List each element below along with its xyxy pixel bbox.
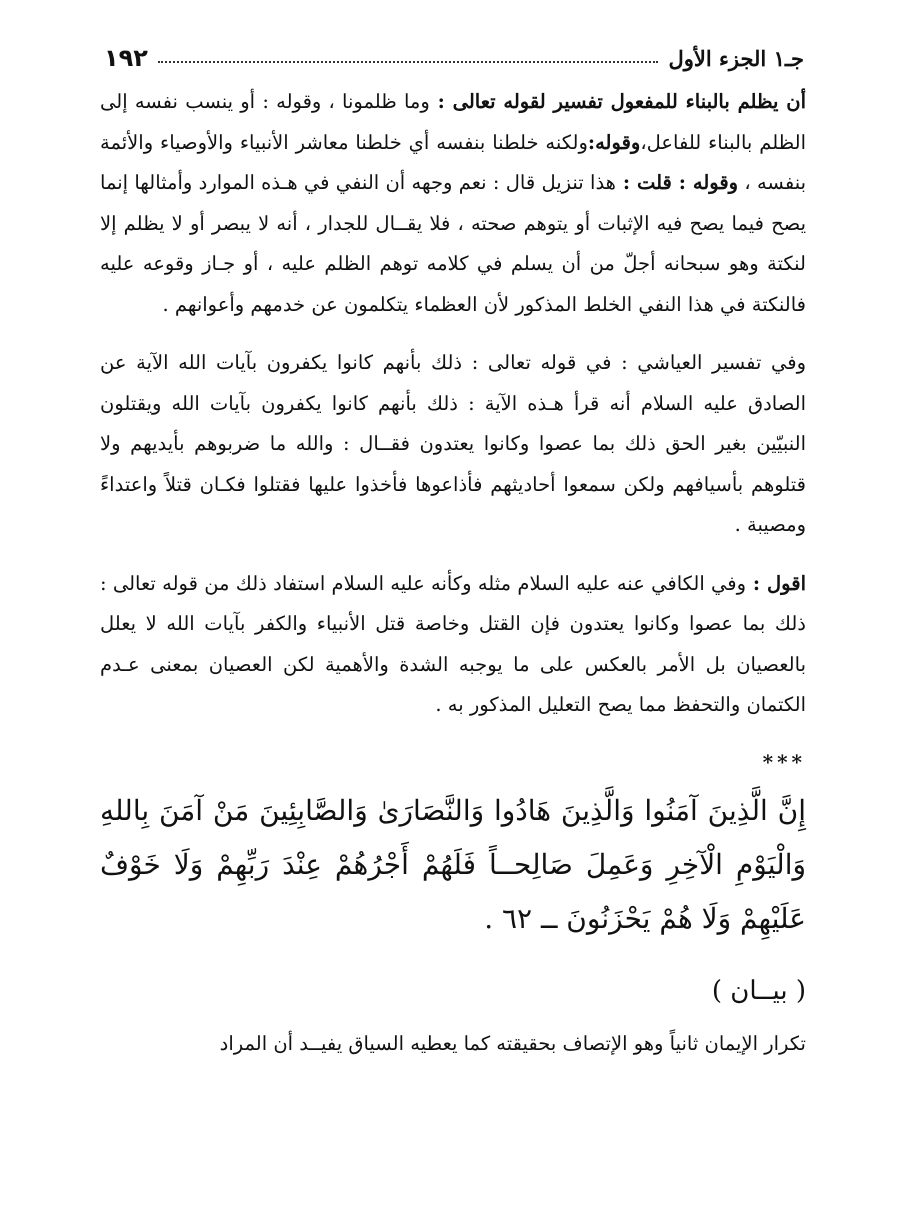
text-run: أو جـاز وقوعه عليه فالنكتة في هذا النفي الخلط المذكور لأن العظماء يتكلمون عن (100, 252, 806, 316)
header-dotted-leader (158, 61, 659, 63)
text-run: عن الصادق عليه السلام أنه قرأ هـذه الآية : ذلك بأنهم كانوا يكفرون بآيات الله ويقتلون (100, 351, 806, 415)
text-run: هذا تنزيل قال : نعم وجهه أن النفي في هـذه الموارد (198, 171, 616, 194)
text-run: والأئمة بنفسه ، (100, 130, 807, 194)
bold-phrase: أن يظلم بالبناء للمفعول تفسير لقوله تعالى : (429, 90, 806, 113)
text-run: يبصر أو لا يظلم إلا لنكتة وهو سبحانه أجلّ من أن يسلم في كلامه توهم الظلم عليه ، (100, 211, 806, 275)
text-run: بالعصيان بل الأمر بالعكس على ما يوجبه الشدة والأهمية لكن العصيان بمعنى عـدم (100, 652, 806, 676)
paragraph-commentary (100, 82, 806, 325)
page-number: ١٩٢ (104, 44, 148, 72)
text-run: قتلوهم بأسيافهم ولكن سمعوا أحاديثهم فأذاعوها فأخذوا عليها فقتلوا فكـان قتلاً (164, 472, 807, 496)
text-run: واعتداءً ومصيبة . (100, 472, 806, 536)
text-run: وفي تفسير العياشي : في قوله تعالى : ذلك بأنهم كانوا يكفرون بآيات الله الآية (136, 351, 806, 374)
running-title: جـ١ الجزء الأول (668, 45, 804, 71)
text-run: ذلك بما عصوا وكانوا يعتدون فإن القتل وخاصة قتل الأنبياء والكفر بآيات الله لا يعلل (100, 612, 806, 635)
section-separator: *** (762, 749, 806, 774)
paragraph-bayan: تكرار الإيمان ثانياً وهو الإتصاف بحقيقته كما يعطيه السياق يفيــد أن المراد (219, 1031, 806, 1055)
text-run: النبيّين بغير الحق ذلك بما عصوا وكانوا يعتدون فقــال : والله ما ضربوهم بأيديهم ولا (100, 432, 806, 455)
section-heading: ( بيــان ) (711, 975, 806, 1006)
text-run: ولكنه خلطنا بنفسه أي خلطنا معاشر الأنبياء والأوصياء (160, 130, 588, 154)
text-run: الظلم بالبناء للفاعل، (640, 130, 807, 154)
paragraph-ayyashi (100, 343, 806, 546)
quran-verse: إِنَّ الَّذِينَ آمَنُوا وَالَّذِينَ هَادُوا وَالنَّصَارَىٰ وَالصَّابِئِينَ مَنْ آمَنَ بِاللهِ وَالْيَوْمِ الْآخِرِ وَعَمِلَ صَالِحــاً فَلَهُمْ أَجْرُهُمْ عِنْدَ رَبِّهِمْ وَلَا خَوْفٌ عَلَيْهِمْ وَلَا هُمْ يَحْزَنُونَ ــ ٦٢ . (100, 793, 806, 935)
bold-phrase: وقوله : قلت : (615, 171, 739, 194)
paragraph-aqul (100, 564, 806, 726)
text-run: وأمثالها إنما يصح فيما يصح فيه الإثبات أو يتوهم صحته ، فلا يقــال للجدار ، أنه لا (100, 171, 806, 235)
bold-phrase: وقوله: (587, 130, 641, 154)
page-body (100, 82, 806, 1064)
text-run: وما ظلمونا ، وقوله : أو ينسب نفسه إلى (100, 90, 430, 113)
text-run: الكتمان والتحفظ مما يصح التعليل المذكور به . (435, 693, 806, 716)
text-run: وفي الكافي عنه عليه السلام مثله وكأنه عليه السلام استفاد ذلك من قوله تعالى : (100, 571, 747, 595)
page-header (104, 38, 804, 78)
text-run: خدمهم وأعوانهم . (162, 292, 306, 316)
bold-phrase: اقول : (746, 571, 806, 595)
